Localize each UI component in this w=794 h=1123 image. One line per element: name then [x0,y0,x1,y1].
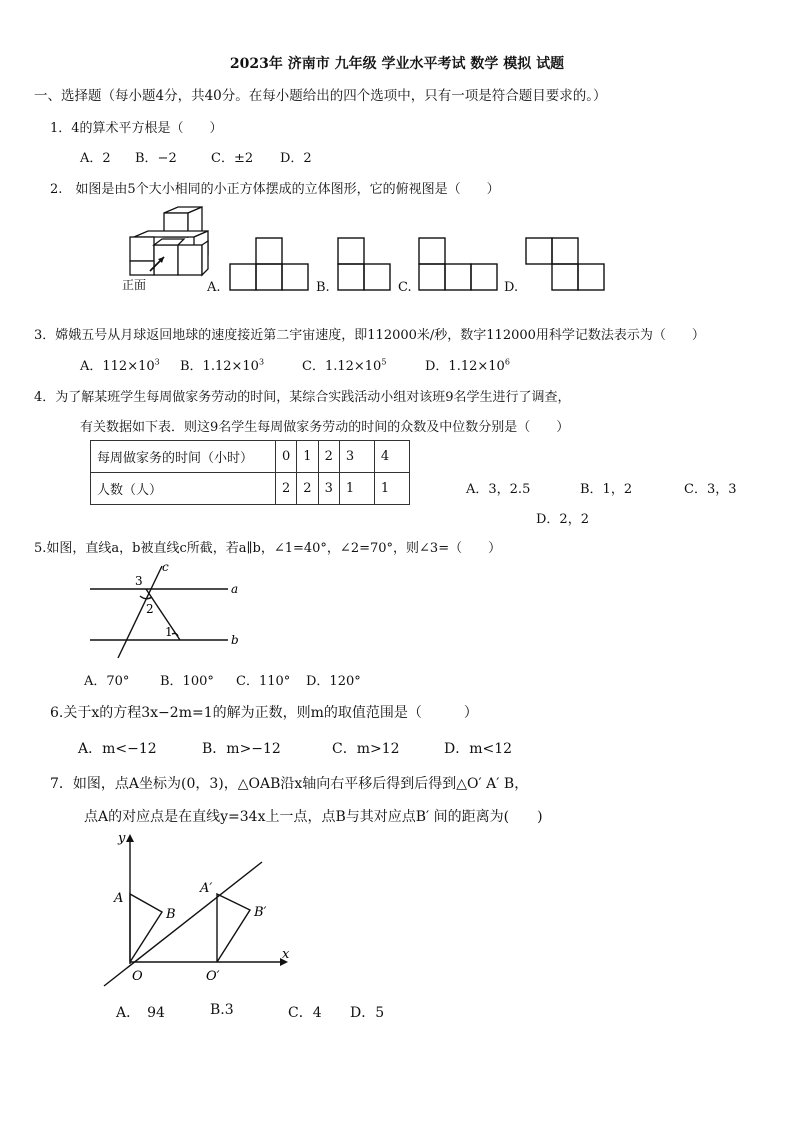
q5-figure [88,560,248,660]
q2-label-d: D. [504,280,519,295]
q5-option-b: B．100° [160,674,214,689]
q2-label-c: C. [398,280,412,295]
q1-option-b: B．−2 [135,151,177,166]
q2-option-d-figure [524,236,608,294]
angle-3-label: 3 [135,574,143,588]
q7-stem-line2: 点A的对应点是在直线y=34x上一点，点B与其对应点B′ 间的距离为( ) [84,809,543,825]
q4-option-d: D．2，2 [536,512,589,527]
table-cell: 3 [318,473,339,505]
q7-option-c: C．4 [288,1005,322,1021]
table-cell: 2 [318,441,339,473]
q7-figure [100,828,300,988]
table-row [91,441,410,473]
q7-option-a: A． 94 [116,1005,165,1021]
q7-option-d: D．5 [350,1005,385,1021]
axis-y-label: y [118,831,126,846]
q5-option-a: A．70° [84,674,130,689]
q6-option-b: B．m>−12 [202,741,281,757]
q4-option-b: B．1，2 [580,482,633,497]
table-header-cell: 每周做家务的时间（小时） [91,441,276,473]
q3-option-c: C．$1.12\times 10^5$ [302,357,387,374]
q4-option-a: A．3，2.5 [466,482,531,497]
q2-label-b: B. [316,280,330,295]
section-heading: 一、选择题（每小题4分，共40分。在每小题给出的四个选项中，只有一项是符合题目要求的。） [34,88,607,104]
table-cell: 1 [374,473,409,505]
q4-stem-line1: 4．为了解某班学生每周做家务劳动的时间，某综合实践活动小组对该班9名学生进行了调查， [34,390,571,405]
q4-data-table [90,440,410,505]
q2-option-b-figure [336,236,394,294]
q3-option-b: B．$1.12\times 10^3$ [180,357,265,374]
q4-option-c: C．3，3 [684,482,737,497]
q3-stem: 3．嫦娥五号从月球返回地球的速度接近第二宇宙速度，即112000米/秒，数字112000用科学记数法表示为（ ） [34,328,705,343]
table-cell: 4 [374,441,409,473]
q6-option-c: C．m>12 [332,741,400,757]
q1-option-c: C．±2 [211,151,254,166]
table-cell: 1 [339,473,374,505]
q1-stem: 1．4的算术平方根是（ ） [50,121,223,136]
q2-option-c-figure [417,236,501,294]
q2-stem: 2. 如图是由5个大小相同的小正方体摆成的立体图形，它的俯视图是（ ） [50,182,500,197]
q2-label-a: A. [207,280,221,295]
front-label: 正面 [122,278,147,292]
q6-option-a: A．m<−12 [78,741,157,757]
table-cell: 2 [276,473,297,505]
point-a-prime-label: A′ [200,881,213,896]
point-o-label: O [132,969,143,984]
q1-option-a: A．2 [80,151,111,166]
point-o-prime-label: O′ [206,969,220,984]
line-a-label: a [231,582,239,596]
point-b-label: B [166,907,176,922]
point-a-label: A [114,891,124,906]
table-row [91,473,410,505]
q5-stem: 5.如图，直线a，b被直线c所截，若a∥b，∠1=40°，∠2=70°，则∠3=（ ） [34,541,502,556]
q6-stem: 6.关于x的方程3x−2m=1的解为正数，则m的取值范围是（ ） [50,705,478,721]
line-b-label: b [231,633,239,647]
q3-option-a: A．$112\times 10^3$ [80,357,160,374]
q5-option-d: D．120° [306,674,361,689]
angle-2-label: 2 [146,602,154,616]
q7-option-b: B.3 [210,1002,234,1018]
point-b-prime-label: B′ [254,905,267,920]
q2-option-a-figure [228,236,312,294]
line-c-label: c [162,560,169,574]
q5-option-c: C．110° [236,674,291,689]
q4-stem-line2: 有关数据如下表．则这9名学生每周做家务劳动的时间的众数及中位数分别是（ ） [80,420,570,435]
axis-x-label: x [282,947,290,962]
table-cell: 0 [276,441,297,473]
q7-stem-line1: 7．如图，点A坐标为(0，3)，△OAB沿x轴向右平移后得到后得到△O′ A′ B， [50,776,529,792]
table-cell: 3 [339,441,374,473]
table-cell: 2 [297,473,318,505]
q6-option-d: D．m<12 [444,741,513,757]
table-cell: 1 [297,441,318,473]
q1-option-d: D．2 [280,151,312,166]
table-header-cell: 人数（人） [91,473,276,505]
q3-option-d: D．$1.12\times 10^6$ [425,357,510,374]
angle-1-label: 1 [165,625,173,639]
page-title: 2023年 济南市 九年级 学业水平考试 数学 模拟 试题 [229,56,565,72]
